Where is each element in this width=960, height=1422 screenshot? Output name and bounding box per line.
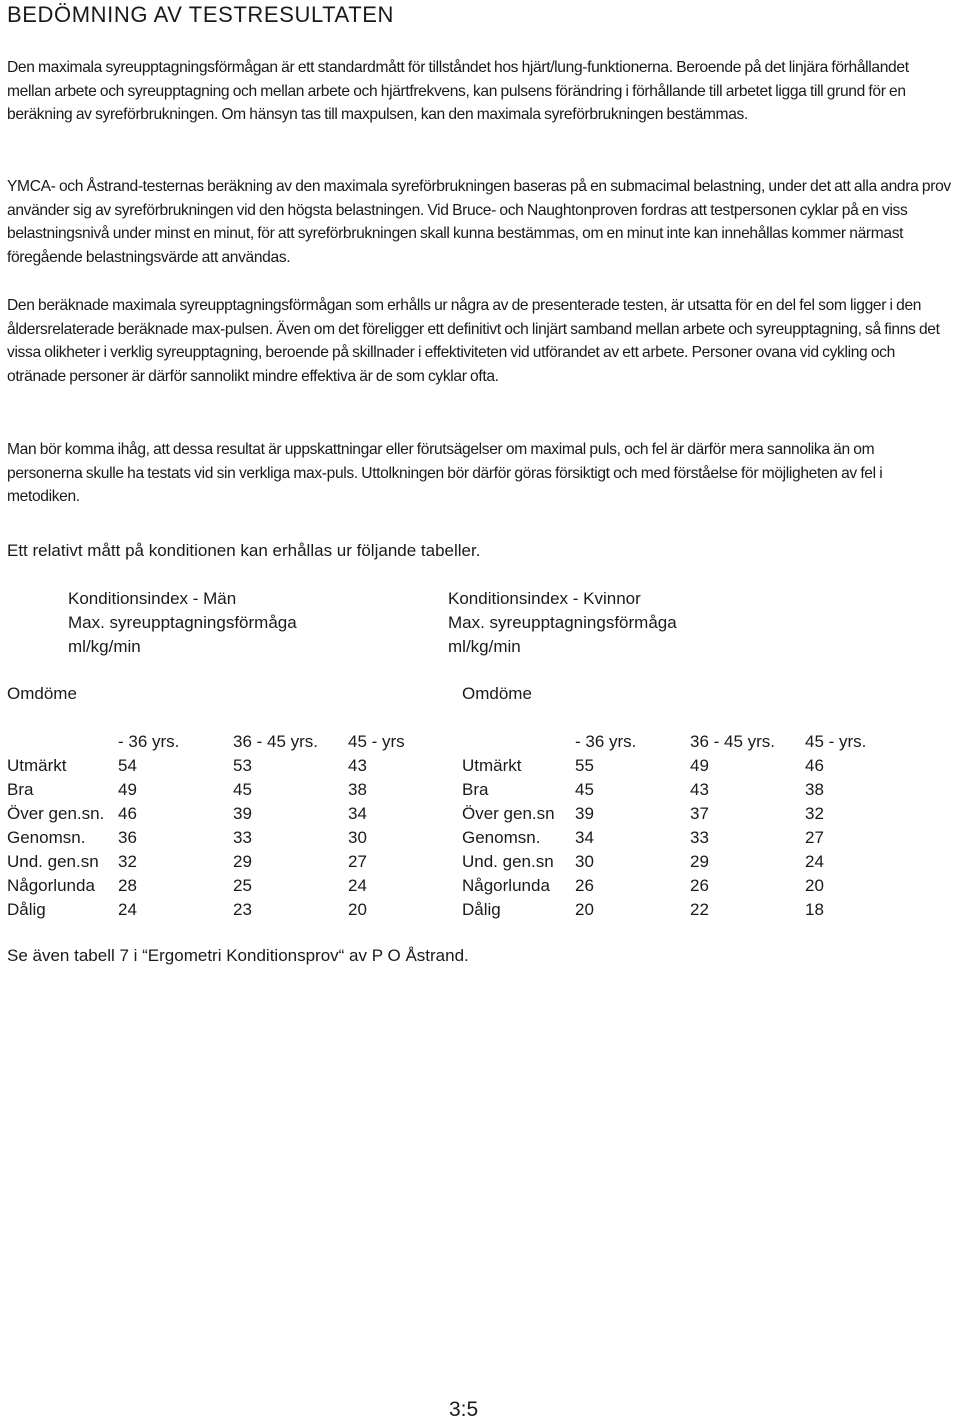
table-cell: 29 — [233, 852, 252, 871]
page-number: 3:5 — [449, 1398, 479, 1421]
table-cell: 18 — [805, 900, 824, 919]
table-cell: 49 — [118, 780, 137, 799]
reference-note: Se även tabell 7 i “Ergometri Konditionsprov“ av P O Åstrand. — [7, 946, 469, 965]
table-header-row — [462, 730, 895, 754]
table-cell: 45 — [233, 780, 252, 799]
table-header-row — [7, 730, 428, 754]
rating-label: Dålig — [7, 900, 46, 919]
table-cell: 27 — [805, 828, 824, 847]
table-cell: 29 — [690, 852, 709, 871]
rating-label: Bra — [462, 780, 489, 799]
table-row — [462, 898, 895, 922]
table-cell: 39 — [233, 804, 252, 823]
rating-label: Dålig — [462, 900, 501, 919]
table-cell: 27 — [348, 852, 367, 871]
women-table-subtitle: Max. syreupptagningsförmåga — [448, 613, 677, 632]
table-row — [462, 778, 895, 802]
table-cell: 45 — [575, 780, 594, 799]
rating-label: Und. gen.sn — [7, 852, 99, 871]
rating-label: Över gen.sn. — [7, 804, 105, 823]
men-omdome-label: Omdöme — [7, 684, 77, 703]
men-table-subtitle: Max. syreupptagningsförmåga — [68, 613, 297, 632]
column-header: 36 - 45 yrs. — [690, 732, 776, 751]
table-cell: 46 — [805, 756, 824, 775]
table-cell: 24 — [118, 900, 137, 919]
men-table-unit: ml/kg/min — [68, 637, 141, 656]
column-header — [462, 730, 575, 754]
men-fitness-table — [7, 730, 428, 922]
table-cell: 39 — [575, 804, 594, 823]
table-cell: 26 — [575, 876, 594, 895]
table-cell: 33 — [233, 828, 252, 847]
table-cell: 30 — [348, 828, 367, 847]
table-cell: 53 — [233, 756, 252, 775]
table-cell: 20 — [805, 876, 824, 895]
table-cell: 55 — [575, 756, 594, 775]
women-fitness-table — [462, 730, 895, 922]
table-cell: 38 — [348, 780, 367, 799]
table-cell: 49 — [690, 756, 709, 775]
table-cell: 24 — [805, 852, 824, 871]
table-row — [462, 850, 895, 874]
table-row — [7, 850, 428, 874]
rating-label: Genomsn. — [462, 828, 541, 847]
table-row — [462, 826, 895, 850]
table-cell: 26 — [690, 876, 709, 895]
rating-label: Utmärkt — [7, 756, 67, 775]
rating-label: Und. gen.sn — [462, 852, 554, 871]
paragraph-ymca-astrand: YMCA- och Åstrand-testernas beräkning av den maximala syreförbrukningen baseras på en submacimal belastning, under det att alla andra prov använder sig av syreförbrukningen vid den högsta belastningen. Vid Bruce- och Naughtonproven fordras att testpersonen cyklar på en viss belastningsnivå under minst en minut, för att syreförbrukningen skall kunna bestämmas, om en minut inte kan innehållas kommer närmast föregående belastningsvärde att användas. — [7, 178, 951, 266]
rating-label: Genomsn. — [7, 828, 86, 847]
table-cell: 34 — [348, 804, 367, 823]
paragraph-estimation-errors: Den beräknade maximala syreupptagningsförmågan som erhålls ur några av de presenterade testen, är utsatta för en del fel som ligger i den åldersrelaterade beräknade max-pulsen. Även om det föreligger ett definitivt och linjärt samband mellan arbete och syreupptagning, så finns det vissa olikheter i verklig syreupptagning, beroende på skillnader i effektiviteten vid utförandet av ett arbete. Personer ovana vid cykling och otränade personer är därför sannolikt mindre effektiva är de som cyklar ofta. — [7, 297, 940, 385]
table-cell: 30 — [575, 852, 594, 871]
table-cell: 43 — [690, 780, 709, 799]
women-omdome-label: Omdöme — [462, 684, 532, 703]
tables-intro: Ett relativt mått på konditionen kan erhållas ur följande tabeller. — [7, 541, 481, 560]
rating-label: Någorlunda — [7, 876, 95, 895]
paragraph-max-oxygen-uptake: Den maximala syreupptagningsförmågan är ett standardmått för tillståndet hos hjärt/lung-funktionerna. Beroende på det linjära förhållandet mellan arbete och syreupptagning och mellan arbete och hjärtfrekvens, kan pulsens förändring i förhållande till arbetet ligga till grund för en beräkning av syreförbrukningen. Om hänsyn tas till maxpulsen, kan den maximala syreförbrukningen bestämmas. — [7, 59, 909, 123]
table-row — [462, 802, 895, 826]
women-table-unit: ml/kg/min — [448, 637, 521, 656]
table-cell: 25 — [233, 876, 252, 895]
table-row — [462, 754, 895, 778]
table-cell: 38 — [805, 780, 824, 799]
rating-label: Över gen.sn — [462, 804, 555, 823]
rating-label: Bra — [7, 780, 34, 799]
table-cell: 28 — [118, 876, 137, 895]
table-cell: 32 — [805, 804, 824, 823]
table-row — [7, 826, 428, 850]
men-table-title: Konditionsindex - Män — [68, 589, 237, 608]
women-table-title: Konditionsindex - Kvinnor — [448, 589, 641, 608]
table-row — [7, 874, 428, 898]
rating-label: Utmärkt — [462, 756, 522, 775]
rating-label: Någorlunda — [462, 876, 550, 895]
table-cell: 54 — [118, 756, 137, 775]
column-header: 45 - yrs — [348, 732, 405, 751]
table-row — [7, 778, 428, 802]
table-row — [7, 754, 428, 778]
table-cell: 22 — [690, 900, 709, 919]
table-cell: 37 — [690, 804, 709, 823]
table-cell: 23 — [233, 900, 252, 919]
table-cell: 33 — [690, 828, 709, 847]
table-row — [7, 802, 428, 826]
column-header: 36 - 45 yrs. — [233, 732, 319, 751]
column-header: 45 - yrs. — [805, 732, 867, 751]
table-row — [7, 898, 428, 922]
page-title: BEDÖMNING AV TESTRESULTATEN — [7, 2, 394, 27]
table-cell: 20 — [348, 900, 367, 919]
men-table-heading — [68, 587, 297, 659]
paragraph-caution: Man bör komma ihåg, att dessa resultat är uppskattningar eller förutsägelser om maximal puls, och fel är därför mera sannolika än om personerna skulle ha testats vid sin verkliga max-puls. Uttolkningen bör därför göras försiktigt och med förståelse för möjligheten av fel i metodiken. — [7, 441, 883, 505]
table-cell: 46 — [118, 804, 137, 823]
column-header: - 36 yrs. — [575, 732, 637, 751]
women-table-heading — [448, 587, 677, 659]
table-cell: 34 — [575, 828, 594, 847]
table-cell: 20 — [575, 900, 594, 919]
table-cell: 43 — [348, 756, 367, 775]
column-header — [7, 730, 118, 754]
table-row — [462, 874, 895, 898]
table-cell: 32 — [118, 852, 137, 871]
column-header: - 36 yrs. — [118, 732, 180, 751]
table-cell: 36 — [118, 828, 137, 847]
table-cell: 24 — [348, 876, 367, 895]
